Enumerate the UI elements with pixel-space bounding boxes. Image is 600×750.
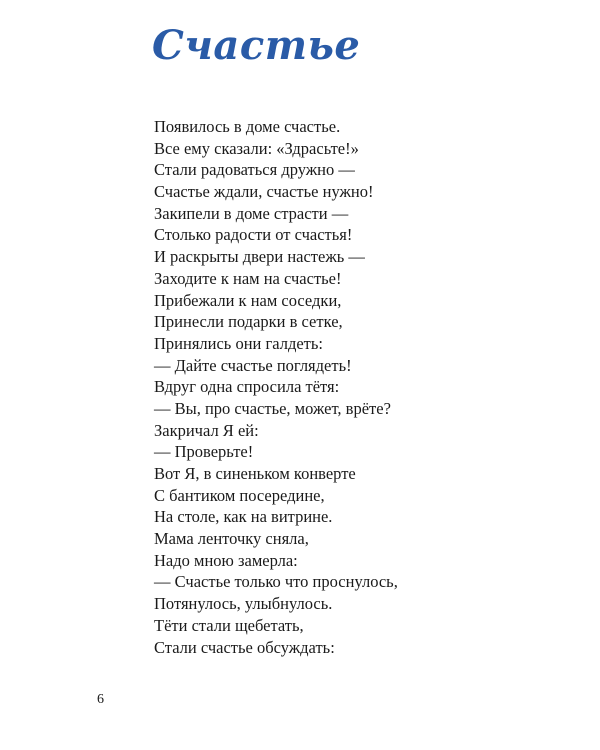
- poem-line: Стали радоваться дружно —: [154, 160, 355, 180]
- poem-line: — Вы, про счастье, может, врёте?: [154, 398, 391, 418]
- poem-line: Появилось в доме счастье.: [154, 117, 341, 136]
- poem-line: — Дайте счастье поглядеть!: [154, 355, 352, 375]
- poem-line: Все ему сказали: «Здрасьте!»: [154, 138, 359, 158]
- poem-line: — Проверьте!: [154, 442, 254, 462]
- poem-line: На столе, как на витрине.: [154, 507, 333, 527]
- poem-line: С бантиком посередине,: [154, 485, 325, 505]
- poem-line: Принесли подарки в сетке,: [154, 312, 343, 332]
- poem-line: Вот Я, в синеньком конверте: [154, 464, 356, 483]
- poem-line: Счастье ждали, счастье нужно!: [154, 182, 374, 202]
- poem-line: Прибежали к нам соседки,: [154, 290, 342, 310]
- poem-line: Столько радости от счастья!: [154, 225, 353, 245]
- poem-line: Потянулось, улыбнулось.: [154, 594, 333, 614]
- poem-line: — Счастье только что проснулось,: [154, 572, 398, 592]
- poem-line: И раскрыты двери настежь —: [154, 247, 365, 267]
- poem-line: Надо мною замерла:: [154, 550, 298, 570]
- poem-line: Мама ленточку сняла,: [154, 529, 309, 549]
- poem-line: Стали счастье обсуждать:: [154, 637, 335, 657]
- poem-line: Заходите к нам на счастье!: [154, 268, 342, 288]
- poem-line: Закричал Я ей:: [154, 420, 259, 440]
- poem-line: Тёти стали щебетать,: [154, 615, 304, 635]
- poem-line: Принялись они галдеть:: [154, 333, 323, 353]
- page-number: 6: [97, 692, 104, 707]
- poem-line: Вдруг одна спросила тётя:: [154, 377, 340, 397]
- poem-line: Закипели в доме страсти —: [154, 203, 349, 223]
- poem-title: Счастье: [152, 22, 361, 69]
- poem-body: [154, 116, 398, 658]
